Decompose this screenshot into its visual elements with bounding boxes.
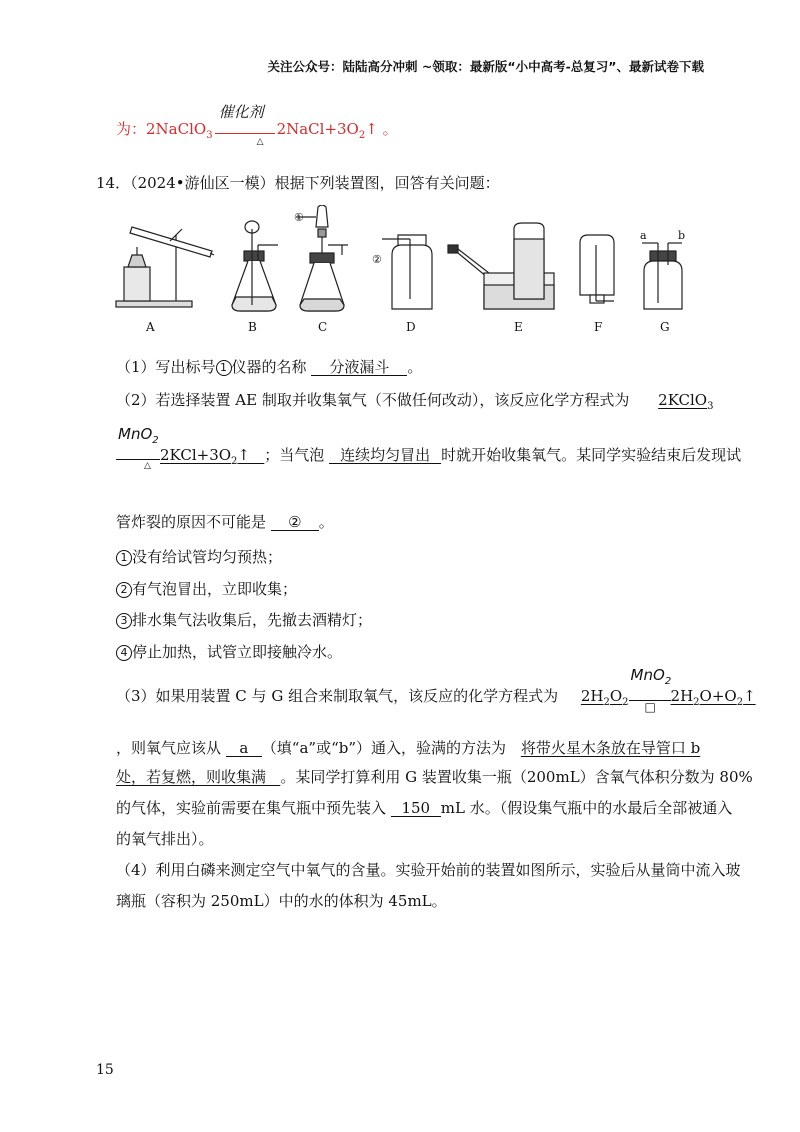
part-2-end: 。 xyxy=(318,513,334,531)
apparatus-f xyxy=(580,235,614,303)
part-3-line2 xyxy=(116,737,700,758)
option-2-text: 有气泡冒出，立即收集； xyxy=(132,580,298,598)
apparatus-d xyxy=(382,235,432,309)
part-2-line3 xyxy=(116,511,334,532)
eq-arrow: ↑ xyxy=(365,120,378,138)
option-1-text: 没有给试管均匀预热； xyxy=(132,548,283,566)
answer-2-right-sub: 2 xyxy=(231,456,238,467)
apparatus-figure xyxy=(110,205,700,335)
fig-label-f: F xyxy=(594,320,603,334)
cond-heat: △ xyxy=(144,461,151,471)
answer-2-left-sub: 3 xyxy=(707,401,714,412)
part-4-line1: （4）利用白磷来测定空气中氧气的含量。实验开始前的装置如图所示，实验后从量筒中流入玻 xyxy=(116,861,741,879)
eq-heat: △ xyxy=(256,137,264,147)
fig-label-c: C xyxy=(318,320,328,334)
answer-3-inlet: a xyxy=(226,740,262,757)
figure-mark-b: b xyxy=(678,229,686,242)
fig-label-b: B xyxy=(248,320,257,334)
page-number: 15 xyxy=(96,1062,114,1078)
cond3-box: □ xyxy=(644,700,656,714)
question-number: 14． xyxy=(96,174,131,192)
part-2-text2: ；当气泡 xyxy=(264,446,325,464)
circled-1-icon: 1 xyxy=(116,550,132,566)
answer-3-condition xyxy=(629,666,672,714)
eq-products: 2NaCl+3O xyxy=(276,120,359,138)
part-3-line5 xyxy=(116,828,214,849)
cond3-mno2 xyxy=(631,666,672,687)
apparatus-a xyxy=(116,227,214,307)
answer-2-condition xyxy=(116,425,160,471)
answer-3-eq-right xyxy=(670,687,756,708)
answer-2-left-formula: 2KClO xyxy=(658,391,708,409)
circled-2-icon: 2 xyxy=(116,582,132,598)
apparatus-b xyxy=(232,221,278,311)
option-2 xyxy=(116,578,297,599)
part-3-text7: 的氧气排出）。 xyxy=(116,830,214,848)
question-title xyxy=(96,172,500,193)
part-3-text3: （填“a”或“b”）通入，验满的方法为 xyxy=(261,739,507,757)
cond3-mno2-formula: MnO xyxy=(630,666,665,684)
answer-1: 分液漏斗 xyxy=(311,359,407,376)
answer-3-eq-left-sub2: 2 xyxy=(622,697,629,708)
eq-prefix: 为：2NaClO xyxy=(116,120,207,138)
answer-3-eq-left-a: 2H xyxy=(580,687,604,705)
answer-3-eq-right-a: 2H xyxy=(670,687,694,705)
part-2-line2 xyxy=(116,425,742,471)
answer-2-right-formula: 2KCl+3O xyxy=(160,446,232,464)
answer-2-right xyxy=(160,446,264,467)
answer-3-eq-right-b: O+O xyxy=(699,687,737,705)
circled-3-icon: 3 xyxy=(116,613,132,629)
part-3-text2: ，则氧气应该从 xyxy=(116,739,222,757)
answer-3-eq-right-sub: 2 xyxy=(693,697,700,708)
fig-label-d: D xyxy=(406,320,416,334)
part-3-line4 xyxy=(116,797,732,818)
answer-2-reason: ② xyxy=(271,514,319,531)
top-equation xyxy=(116,103,398,147)
answer-3-arrow: ↑ xyxy=(743,687,756,705)
cond3-mno2-sub: 2 xyxy=(664,676,672,687)
answer-2-bubbles: 连续均匀冒出 xyxy=(329,447,441,464)
cond-mno2-sub: 2 xyxy=(152,435,159,446)
part-3-text6: mL 水。（假设集气瓶中的水最后全部被通入 xyxy=(440,799,733,817)
part-4-line2: 璃瓶（容积为 250mL）中的水的体积为 45mL。 xyxy=(116,892,447,910)
question-source: （2024•游仙区一模）根据下列装置图，回答有关问题： xyxy=(130,174,500,192)
part-2-line1 xyxy=(116,389,713,412)
option-4 xyxy=(116,641,342,662)
part-1 xyxy=(116,356,422,377)
cond-mno2 xyxy=(118,425,159,446)
fig-label-e: E xyxy=(514,320,523,334)
part-3-line1 xyxy=(116,666,756,714)
fig-label-a: A xyxy=(146,320,155,334)
apparatus-e xyxy=(448,223,554,309)
part-2-text3: 时就开始收集氧气。某同学实验结束后发现试 xyxy=(441,446,742,464)
answer-3-method1: 将带火星木条放在导管口 b xyxy=(520,739,701,757)
part-3-text4: 。某同学打算利用 G 装置收集一瓶（200mL）含氧气体积分数为 80% xyxy=(280,768,753,786)
fig-label-g: G xyxy=(660,320,670,334)
option-3 xyxy=(116,609,372,630)
figure-mark-1: ① xyxy=(294,211,304,224)
answer-3-eq-left-sub: 2 xyxy=(603,697,610,708)
page-header: 关注公众号：陆陆高分冲刺 ~领取：最新版“小中高考-总复习”、最新试卷下载 xyxy=(267,59,704,74)
part-1-text2: 仪器的名称 xyxy=(231,358,307,376)
circled-1-icon: 1 xyxy=(216,360,232,376)
cond-mno2-formula: MnO xyxy=(118,425,153,443)
figure-mark-2: ② xyxy=(372,253,382,266)
answer-3-method2: 处，若复燃，则收集满 xyxy=(116,768,267,786)
answer-3-eq-right-sub2: 2 xyxy=(736,697,744,708)
part-1-text: （1）写出标号 xyxy=(116,358,216,376)
eq-sub3: 3 xyxy=(206,130,213,141)
eq-sub2: 2 xyxy=(358,130,366,141)
answer-3-volume: 150 xyxy=(391,800,441,817)
part-3-line3 xyxy=(116,766,753,787)
eq-catalyst: 催化剂 xyxy=(218,103,264,121)
circled-4-icon: 4 xyxy=(116,645,132,661)
part-2-text4: 管炸裂的原因不可能是 xyxy=(116,513,267,531)
figure-mark-a: a xyxy=(640,229,647,242)
apparatus-g xyxy=(642,243,682,309)
eq-end: 。 xyxy=(382,120,398,138)
eq-condition xyxy=(215,103,275,147)
answer-2-left xyxy=(658,391,714,412)
part-3-text: （3）如果用装置 C 与 G 组合来制取氧气，该反应的化学方程式为 xyxy=(116,687,559,705)
part-1-end: 。 xyxy=(407,358,423,376)
answer-3-eq-left-b: O xyxy=(609,687,623,705)
answer-2-arrow: ↑ xyxy=(237,446,250,464)
option-1 xyxy=(116,546,282,567)
option-4-text: 停止加热，试管立即接触冷水。 xyxy=(132,643,343,661)
option-3-text: 排水集气法收集后，先撤去酒精灯； xyxy=(132,611,373,629)
part-3-text5: 的气体，实验前需要在集气瓶中预先装入 xyxy=(116,799,387,817)
part-2-text: （2）若选择装置 AE 制取并收集氧气（不做任何改动），该反应化学方程式为 xyxy=(116,391,630,409)
answer-3-eq-left xyxy=(580,687,629,708)
